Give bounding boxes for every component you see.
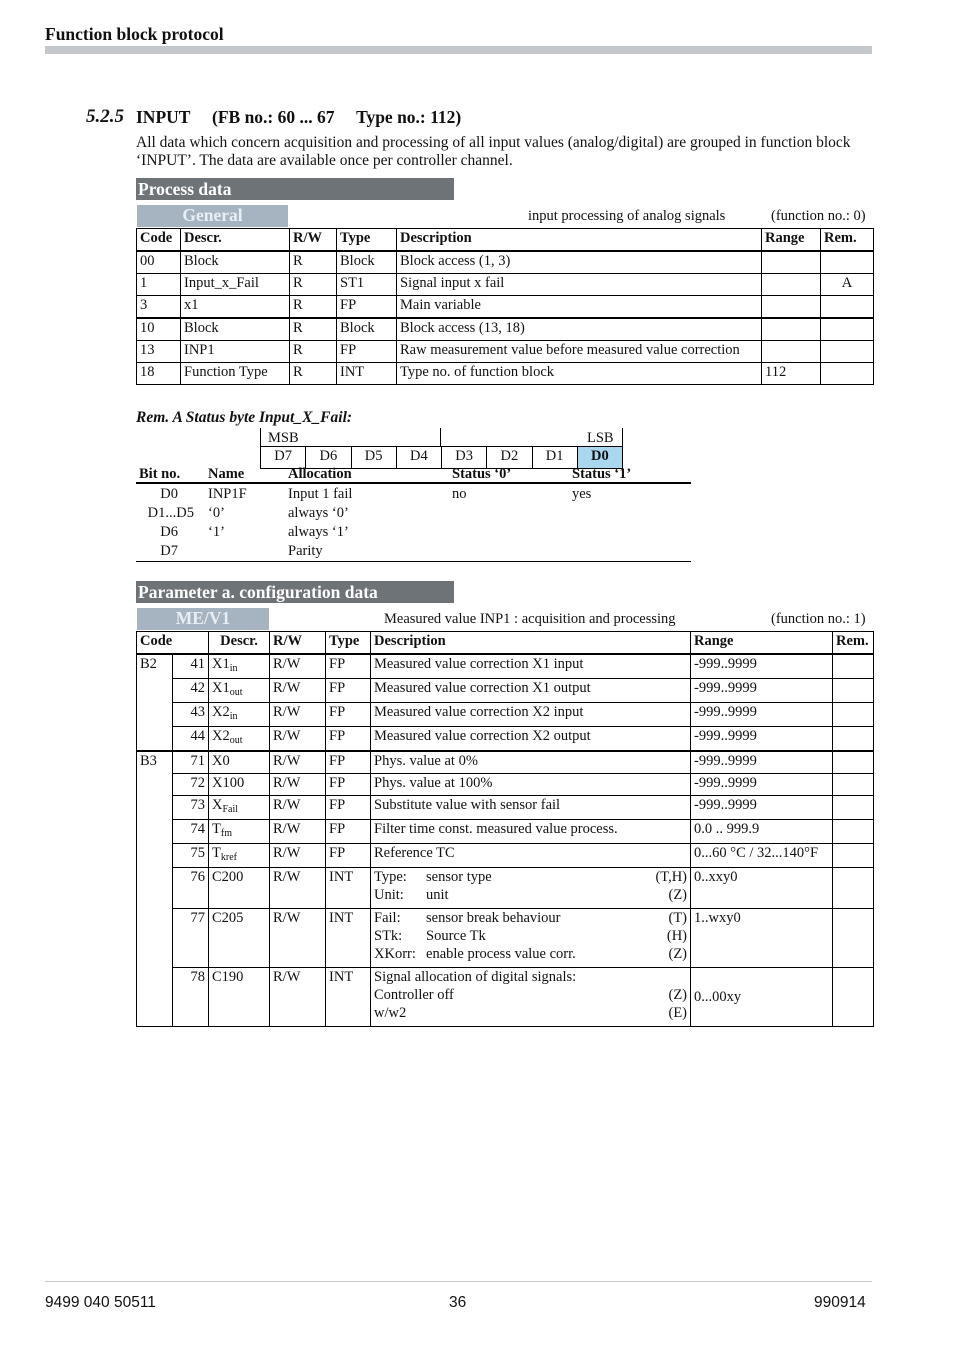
param-rw: R/W (270, 751, 326, 774)
param-desc: Filter time const. measured value process. (371, 820, 691, 844)
table-cell (762, 296, 821, 319)
param-descr: $X1_{out}$ (209, 679, 270, 703)
bit-name: ‘0’ (208, 505, 225, 521)
status-header-allocation: Allocation (288, 466, 352, 482)
param-rem (833, 968, 874, 1027)
param-code: 41 (173, 654, 209, 679)
param-descr: $X1_{in}$ (209, 654, 270, 679)
bit-cell: D7 (261, 447, 306, 469)
param-code: 72 (173, 774, 209, 796)
param-type: INT (326, 968, 371, 1027)
table-row (137, 844, 874, 868)
column-header: Range (691, 632, 833, 655)
param-code: 71 (173, 751, 209, 774)
column-header: R/W (270, 632, 326, 655)
bit-cell: D5 (351, 447, 396, 469)
param-desc: Substitute value with sensor fail (371, 796, 691, 820)
param-code: 78 (173, 968, 209, 1027)
column-header: Type (337, 229, 397, 252)
table-cell: 3 (137, 296, 181, 319)
param-rw: R/W (270, 654, 326, 679)
param-desc: Type: sensor type (T,H) Unit: unit (Z) (371, 868, 691, 909)
table-cell (762, 341, 821, 363)
bit-cell: D3 (442, 447, 487, 469)
status-header-name: Name (208, 466, 245, 482)
table-cell: Input_x_Fail (181, 274, 290, 296)
param-type: FP (326, 654, 371, 679)
param-rem (833, 727, 874, 752)
process-function-no: (function no.: 0) (771, 208, 866, 224)
param-rw: R/W (270, 774, 326, 796)
table-header-row (137, 632, 874, 655)
param-descr: X100 (209, 774, 270, 796)
table-cell (762, 318, 821, 341)
param-descr: $X2_{out}$ (209, 727, 270, 752)
param-type: FP (326, 703, 371, 727)
table-cell (821, 363, 874, 385)
param-code: 73 (173, 796, 209, 820)
process-caption: input processing of analog signals (528, 208, 726, 224)
param-descr: $X_{Fail}$ (209, 796, 270, 820)
table-cell: Block (337, 251, 397, 274)
table-cell: Main variable (397, 296, 762, 319)
table-row (137, 868, 874, 909)
table-row (137, 909, 874, 968)
table-cell: R (290, 251, 337, 274)
list-item (136, 505, 691, 524)
table-cell: Block access (13, 18) (397, 318, 762, 341)
param-descr: C190 (209, 968, 270, 1027)
param-range: -999..9999 (691, 774, 833, 796)
param-rw: R/W (270, 703, 326, 727)
param-rem (833, 796, 874, 820)
param-range: -999..9999 (691, 751, 833, 774)
param-rem (833, 909, 874, 968)
table-cell: 1 (137, 274, 181, 296)
parameter-caption: Measured value INP1 : acquisition and processing (384, 611, 676, 627)
bit-cell: D2 (487, 447, 532, 469)
param-rem (833, 868, 874, 909)
param-code: 75 (173, 844, 209, 868)
table-cell: Signal input x fail (397, 274, 762, 296)
table-cell (821, 296, 874, 319)
msb-bracket (260, 428, 261, 446)
status-header-rule (136, 482, 691, 484)
table-cell: Block (337, 318, 397, 341)
param-rw: R/W (270, 796, 326, 820)
param-desc: Phys. value at 100% (371, 774, 691, 796)
lsb-label: LSB (587, 430, 614, 446)
footer-doc-number: 9499 040 50511 (45, 1294, 156, 1311)
param-range: 0...00xy (691, 968, 833, 1027)
table-row (137, 820, 874, 844)
param-range: -999..9999 (691, 703, 833, 727)
table-cell: Block (181, 251, 290, 274)
table-cell (821, 341, 874, 363)
param-code: 44 (173, 727, 209, 752)
param-type: FP (326, 820, 371, 844)
bit-allocation: always ‘1’ (288, 524, 349, 540)
param-desc: Measured value correction X1 output (371, 679, 691, 703)
param-type: FP (326, 727, 371, 752)
param-rem (833, 703, 874, 727)
param-type: FP (326, 844, 371, 868)
param-desc: Reference TC (371, 844, 691, 868)
status-rows (136, 486, 691, 562)
param-type: FP (326, 679, 371, 703)
param-code: 76 (173, 868, 209, 909)
section-number: 5.2.5 (86, 106, 124, 127)
bit-status1: yes (572, 486, 592, 502)
lsb-bracket (622, 428, 623, 446)
param-desc: Measured value correction X1 input (371, 654, 691, 679)
process-group-label: General (137, 205, 288, 227)
list-item (136, 524, 691, 543)
table-row (137, 274, 874, 296)
param-rw: R/W (270, 909, 326, 968)
header-rule (45, 46, 872, 54)
table-row (137, 968, 874, 1027)
table-cell (821, 318, 874, 341)
param-type: INT (326, 909, 371, 968)
table-cell: 112 (762, 363, 821, 385)
table-row (137, 679, 874, 703)
column-header: Code (137, 632, 209, 655)
table-cell: Block access (1, 3) (397, 251, 762, 274)
param-desc: Signal allocation of digital signals: Controller off (Z) w/w2 (E) (371, 968, 691, 1027)
table-cell: A (821, 274, 874, 296)
table-row (137, 727, 874, 752)
column-header: Rem. (833, 632, 874, 655)
bit-cell-highlighted: D0 (577, 447, 622, 469)
param-type: FP (326, 796, 371, 820)
bit-name: INP1F (208, 486, 247, 502)
param-descr: $X2_{in}$ (209, 703, 270, 727)
table-cell: 13 (137, 341, 181, 363)
column-header: Description (371, 632, 691, 655)
param-rem (833, 679, 874, 703)
param-rem (833, 654, 874, 679)
msb-label: MSB (268, 430, 299, 446)
table-cell: Block (181, 318, 290, 341)
table-cell: R (290, 363, 337, 385)
table-row (137, 774, 874, 796)
param-descr: $T_{fm}$ (209, 820, 270, 844)
param-descr: C200 (209, 868, 270, 909)
param-type: FP (326, 774, 371, 796)
footer-date-code: 990914 (814, 1294, 866, 1311)
param-rw: R/W (270, 968, 326, 1027)
param-rem (833, 820, 874, 844)
table-cell (762, 274, 821, 296)
table-row (137, 751, 874, 774)
table-header-row (137, 229, 874, 252)
param-desc: Measured value correction X2 output (371, 727, 691, 752)
table-cell: FP (337, 341, 397, 363)
bit-name: ‘1’ (208, 524, 225, 540)
table-cell: FP (337, 296, 397, 319)
param-rem (833, 774, 874, 796)
group-code: B3 (137, 751, 173, 1027)
param-code: 77 (173, 909, 209, 968)
table-cell (762, 251, 821, 274)
status-header-status1: Status ‘1’ (572, 466, 632, 482)
status-header-bitno: Bit no. (139, 466, 181, 482)
param-descr: X0 (209, 751, 270, 774)
param-type: INT (326, 868, 371, 909)
table-cell: Function Type (181, 363, 290, 385)
table-row (137, 796, 874, 820)
table-cell: 00 (137, 251, 181, 274)
table-row (137, 363, 874, 385)
footer-rule (45, 1281, 872, 1282)
list-item (136, 543, 691, 562)
table-cell: R (290, 274, 337, 296)
bit-no: D1...D5 (147, 505, 194, 521)
bit-allocation: Parity (288, 543, 323, 559)
param-range: 0.0 .. 999.9 (691, 820, 833, 844)
param-desc: Fail: sensor break behaviour (T) STk: Source Tk (H) XKorr: enable process value corr. (Z) (371, 909, 691, 968)
table-row (137, 318, 874, 341)
param-range: -999..9999 (691, 679, 833, 703)
param-type: FP (326, 751, 371, 774)
bit-status0: no (452, 486, 467, 502)
section-title: INPUT (FB no.: 60 ... 67 Type no.: 112) (136, 107, 462, 127)
parameter-group-label: ME/V1 (137, 608, 269, 630)
bit-allocation: always ‘0’ (288, 505, 349, 521)
param-code: 42 (173, 679, 209, 703)
param-rw: R/W (270, 727, 326, 752)
status-header-status0: Status ‘0’ (452, 466, 512, 482)
column-header: Range (762, 229, 821, 252)
table-cell: R (290, 296, 337, 319)
bit-cell: D4 (396, 447, 441, 469)
param-range: -999..9999 (691, 796, 833, 820)
param-desc: Measured value correction X2 input (371, 703, 691, 727)
bit-no: D0 (160, 486, 178, 502)
param-rem (833, 844, 874, 868)
param-range: -999..9999 (691, 727, 833, 752)
param-descr: $T_{kref}$ (209, 844, 270, 868)
bit-cell: D6 (306, 447, 351, 469)
bit-no: D7 (160, 543, 178, 559)
param-range: 0..xxy0 (691, 868, 833, 909)
table-cell: Type no. of function block (397, 363, 762, 385)
param-desc: Phys. value at 0% (371, 751, 691, 774)
process-data-bar: Process data (136, 178, 454, 200)
remark-title: Rem. A Status byte Input_X_Fail: (136, 409, 353, 426)
page-header-title: Function block protocol (45, 24, 224, 44)
param-rw: R/W (270, 679, 326, 703)
column-header: Type (326, 632, 371, 655)
table-cell: 10 (137, 318, 181, 341)
param-rw: R/W (270, 844, 326, 868)
nibble-divider (440, 428, 441, 446)
footer-page-number: 36 (449, 1294, 467, 1311)
bit-cell: D1 (532, 447, 577, 469)
table-row (137, 251, 874, 274)
column-header: R/W (290, 229, 337, 252)
param-range: 1..wxy0 (691, 909, 833, 968)
column-header: Descr. (181, 229, 290, 252)
list-item (136, 486, 691, 505)
section-intro: All data which concern acquisition and processing of all input values (analog/digital) are grouped in function block ‘INPUT’. The data are available once per controller channel. (136, 134, 851, 169)
table-row (137, 703, 874, 727)
table-cell (821, 251, 874, 274)
table-cell: ST1 (337, 274, 397, 296)
table-cell: R (290, 341, 337, 363)
param-descr: C205 (209, 909, 270, 968)
param-rw: R/W (270, 868, 326, 909)
status-bottom-rule (136, 561, 691, 562)
parameter-function-no: (function no.: 1) (771, 611, 866, 627)
param-rem (833, 751, 874, 774)
param-range: -999..9999 (691, 654, 833, 679)
table-cell: INT (337, 363, 397, 385)
table-cell: INP1 (181, 341, 290, 363)
table-cell: R (290, 318, 337, 341)
column-header: Rem. (821, 229, 874, 252)
table-cell: Raw measurement value before measured value correction (397, 341, 762, 363)
column-header: Code (137, 229, 181, 252)
param-range: 0...60 °C / 32...140°F (691, 844, 833, 868)
bit-allocation: Input 1 fail (288, 486, 353, 502)
bit-no: D6 (160, 524, 178, 540)
table-cell: 18 (137, 363, 181, 385)
group-code: B2 (137, 654, 173, 751)
table-row (137, 296, 874, 319)
param-code: 43 (173, 703, 209, 727)
table-row (137, 654, 874, 679)
table-row (137, 341, 874, 363)
parameter-data-bar: Parameter a. configuration data (136, 581, 454, 603)
process-data-table (136, 228, 874, 385)
parameter-data-table (136, 631, 874, 1027)
table-cell: x1 (181, 296, 290, 319)
column-header: Description (397, 229, 762, 252)
param-code: 74 (173, 820, 209, 844)
column-header: Descr. (209, 632, 270, 655)
param-rw: R/W (270, 820, 326, 844)
